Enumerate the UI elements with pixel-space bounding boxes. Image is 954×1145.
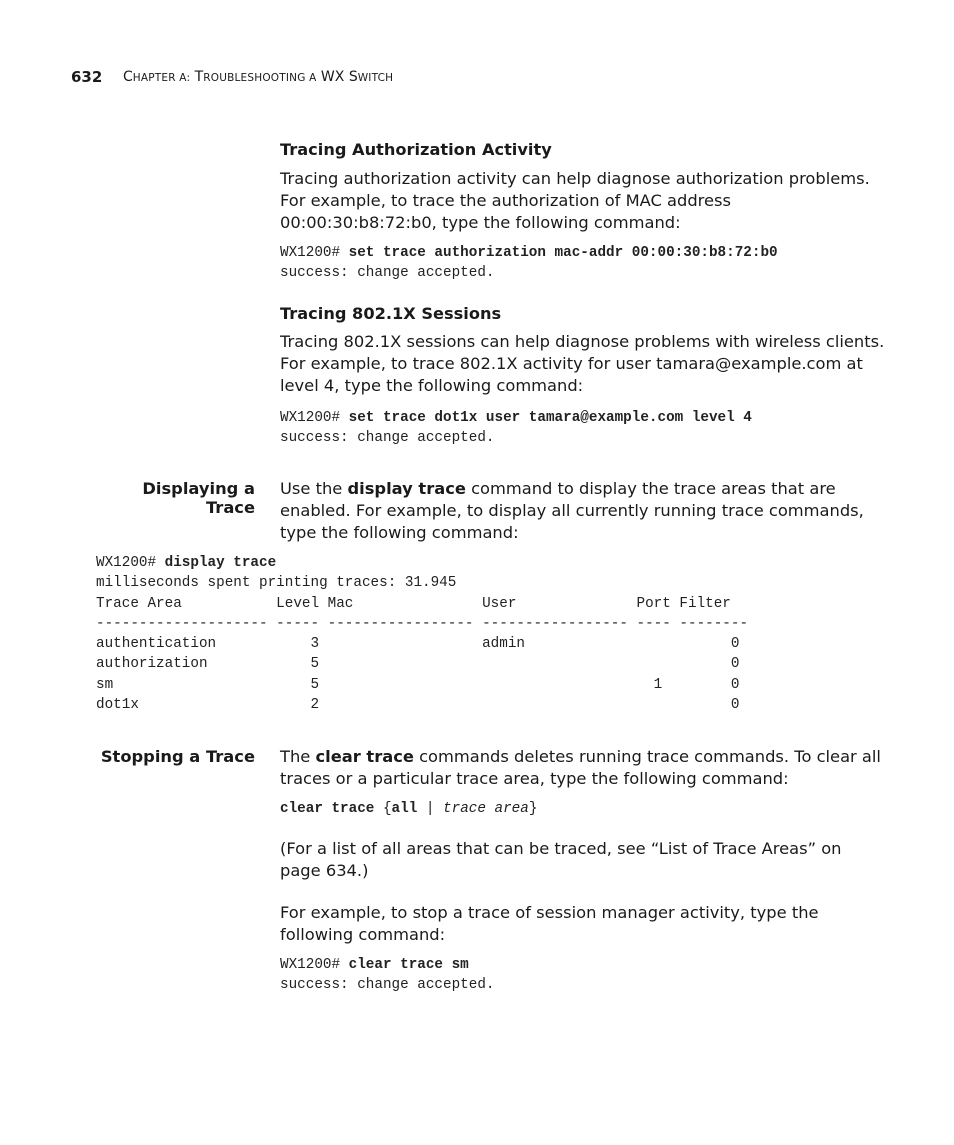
syntax-line	[280, 799, 537, 819]
syntax-keyword: all	[391, 801, 418, 817]
cli-prompt: WX1200#	[280, 410, 349, 426]
command-line	[280, 955, 495, 975]
syntax-variable: trace area	[443, 801, 529, 817]
trace-table-row: authentication 3 admin 0	[96, 636, 740, 653]
section-heading-dot1x: Tracing 802.1X Sessions	[280, 304, 502, 323]
paragraph-line: Tracing 802.1X sessions can help diagnose problems with wireless clients.	[280, 332, 885, 351]
dot1x-paragraph	[280, 331, 884, 397]
side-heading-stop: Stopping a Trace	[100, 747, 255, 766]
chapter-title-part: ROUBLESHOOTING A	[203, 72, 317, 84]
trace-table-rule: -------------------- ----- ----------------- ----------------- ---- --------	[96, 615, 749, 632]
chapter-title-part: HAPTER A:	[132, 72, 191, 84]
auth-command-block	[280, 243, 778, 284]
paragraph-line: Tracing authorization activity can help diagnose authorization problems.	[280, 169, 870, 188]
side-heading-display: Displaying a Trace	[142, 479, 255, 517]
trace-table-row: dot1x 2 0	[96, 697, 740, 714]
command-line	[96, 553, 748, 573]
text-run: command to display the trace areas that are	[465, 479, 836, 498]
paragraph-line: For example, to stop a trace of session manager activity, type the	[280, 903, 819, 922]
cli-command: set trace dot1x user tamara@example.com level 4	[348, 410, 752, 426]
text-run: commands deletes running trace commands. To clear all	[413, 747, 881, 766]
cli-command: clear trace sm	[348, 957, 469, 973]
paragraph-line: For example, to trace 802.1X activity for user tamara@example.com at	[280, 354, 863, 373]
cli-prompt: WX1200#	[280, 957, 349, 973]
paragraph-line: page 634.)	[280, 861, 369, 880]
command-name: display trace	[347, 479, 466, 498]
paragraph-line: enabled. For example, to display all currently running trace commands,	[280, 501, 864, 520]
chapter-title-part: C	[123, 69, 133, 85]
paragraph-line: traces or a particular trace area, type the following command:	[280, 769, 789, 788]
paragraph-line: following command:	[280, 925, 446, 944]
paragraph-line: (For a list of all areas that can be traced, see “List of Trace Areas” on	[280, 839, 842, 858]
display-paragraph	[280, 478, 864, 544]
trace-table-header: Trace Area Level Mac User Port Filter	[96, 595, 731, 612]
section-heading-auth: Tracing Authorization Activity	[280, 140, 552, 159]
cli-output: success: change accepted.	[280, 265, 495, 282]
paragraph-line	[280, 746, 881, 768]
command-name: clear trace	[315, 747, 414, 766]
stop-paragraph	[280, 746, 881, 790]
stop-command-block	[280, 955, 495, 996]
example-paragraph	[280, 902, 819, 946]
chapter-title	[123, 69, 393, 85]
chapter-title-part: T	[194, 69, 204, 85]
chapter-title-part: WITCH	[357, 72, 394, 84]
cli-prompt: WX1200#	[96, 555, 165, 571]
paragraph-line	[280, 478, 864, 500]
cli-prompt: WX1200#	[280, 245, 349, 261]
cli-output: success: change accepted.	[280, 430, 495, 447]
syntax-pipe: |	[417, 801, 444, 817]
trace-table-row: authorization 5 0	[96, 656, 740, 673]
syntax-brace: }	[528, 801, 538, 817]
paragraph-line: level 4, type the following command:	[280, 376, 584, 395]
cli-command: display trace	[164, 555, 277, 571]
dot1x-command-block	[280, 408, 752, 449]
page-number: 632	[71, 68, 103, 86]
chapter-title-part: WX S	[316, 69, 358, 85]
trace-table-row: sm 5 1 0	[96, 676, 740, 693]
text-run: The	[280, 747, 316, 766]
command-line	[280, 408, 752, 428]
cli-command: set trace authorization mac-addr 00:00:30:b8:72:b0	[348, 245, 778, 261]
paragraph-line: For example, to trace the authorization of MAC address	[280, 191, 731, 210]
note-paragraph	[280, 838, 841, 882]
syntax-command: clear trace	[280, 801, 375, 817]
cli-output: milliseconds spent printing traces: 31.945	[96, 575, 457, 592]
syntax-brace: {	[374, 801, 392, 817]
cli-output: success: change accepted.	[280, 977, 495, 994]
text-run: Use the	[280, 479, 348, 498]
display-command-block	[96, 553, 748, 715]
paragraph-line: type the following command:	[280, 523, 519, 542]
auth-paragraph	[280, 168, 870, 234]
command-line	[280, 243, 778, 263]
paragraph-line: 00:00:30:b8:72:b0, type the following command:	[280, 213, 681, 232]
